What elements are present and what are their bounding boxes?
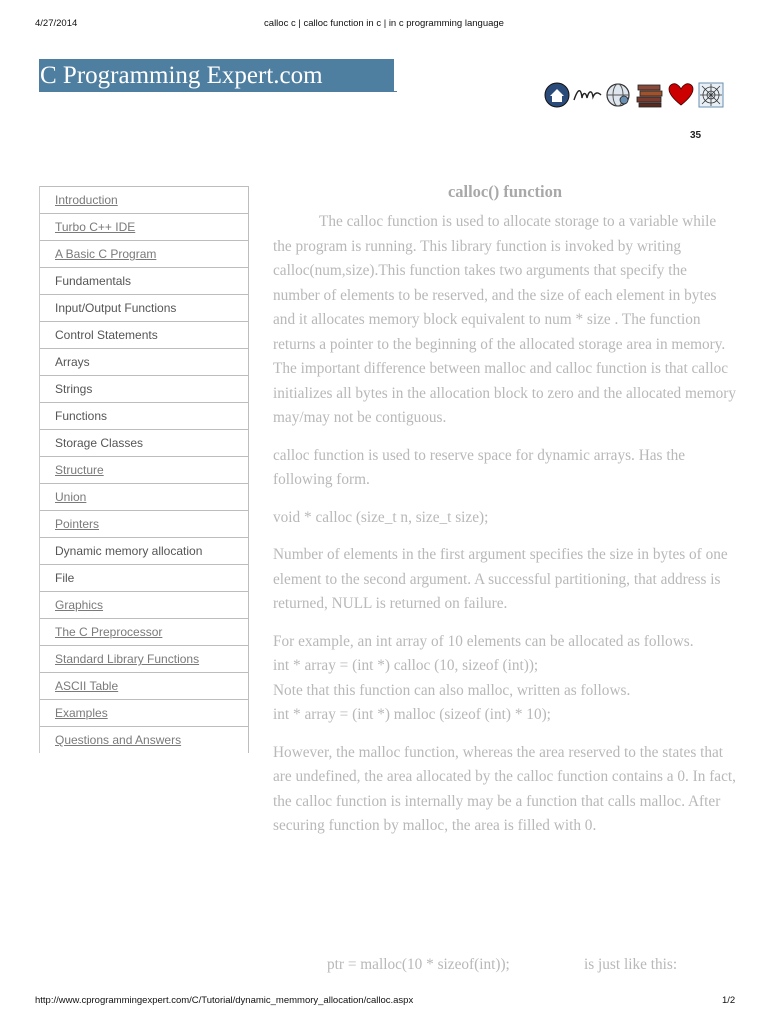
print-title: calloc c | calloc function in c | in c programming language xyxy=(264,18,504,29)
sidebar-item-functions[interactable]: Functions xyxy=(40,402,249,429)
logo-underline xyxy=(394,91,397,92)
article-content xyxy=(273,180,737,852)
code-line: int * array = (int *) malloc (sizeof (int) * 10); xyxy=(273,706,551,723)
sidebar-item-ascii-table[interactable]: ASCII Table xyxy=(40,672,249,699)
comparison-text: is just like this: xyxy=(584,956,678,973)
sidebar-item-graphics[interactable]: Graphics xyxy=(40,591,249,618)
author-signature-icon[interactable] xyxy=(572,82,604,108)
sidebar-item-arrays[interactable]: Arrays xyxy=(40,348,249,375)
page-number: 1/2 xyxy=(722,995,736,1006)
home-icon[interactable] xyxy=(544,82,570,108)
code-line: ptr = malloc(10 * sizeof(int)); xyxy=(327,956,510,973)
sidebar-item-pointers[interactable]: Pointers xyxy=(40,510,249,537)
sidebar-nav xyxy=(39,186,249,753)
sidebar-item-questions-answers[interactable]: Questions and Answers xyxy=(40,726,249,753)
sidebar-item-structure[interactable]: Structure xyxy=(40,456,249,483)
print-header xyxy=(0,18,768,32)
globe-icon[interactable] xyxy=(605,82,631,108)
sidebar-item-preprocessor[interactable]: The C Preprocessor xyxy=(40,618,249,645)
sidebar-item-introduction[interactable]: Introduction xyxy=(40,186,249,213)
sidebar-item-storage-classes[interactable]: Storage Classes xyxy=(40,429,249,456)
code-signature: void * calloc (size_t n, size_t size); xyxy=(273,508,489,526)
counter: 35 xyxy=(690,130,702,141)
site-logo[interactable]: C Programming Expert.com xyxy=(39,59,394,92)
web-icon[interactable] xyxy=(698,82,724,108)
sidebar-item-fundamentals[interactable]: Fundamentals xyxy=(40,267,249,294)
article-heading: calloc() function xyxy=(447,182,563,201)
example-line: For example, an int array of 10 elements can be allocated as follows. xyxy=(273,632,694,650)
sidebar-item-examples[interactable]: Examples xyxy=(40,699,249,726)
sidebar-item-io-functions[interactable]: Input/Output Functions xyxy=(40,294,249,321)
sidebar-item-turbo-ide[interactable]: Turbo C++ IDE xyxy=(40,213,249,240)
code-line: int * array = (int *) calloc (10, sizeof (int)); xyxy=(273,657,539,674)
article-paragraph: calloc function is used to reserve space for dynamic arrays. Has the following form. xyxy=(273,446,686,488)
sidebar-item-control-statements[interactable]: Control Statements xyxy=(40,321,249,348)
sidebar-item-strings[interactable]: Strings xyxy=(40,375,249,402)
heart-icon[interactable] xyxy=(668,82,694,108)
sidebar-item-union[interactable]: Union xyxy=(40,483,249,510)
sidebar-item-std-library[interactable]: Standard Library Functions xyxy=(40,645,249,672)
article-paragraph: Number of elements in the first argument specifies the size in bytes of one element to the second argument. A successful partitioning, that address is returned, NULL is returned on failure. xyxy=(273,546,728,612)
sidebar-item-basic-program[interactable]: A Basic C Program xyxy=(40,240,249,267)
sidebar-item-dynamic-memory[interactable]: Dynamic memory allocation xyxy=(40,537,249,564)
books-icon[interactable] xyxy=(635,82,665,108)
print-date: 4/27/2014 xyxy=(35,18,78,29)
article-paragraph: However, the malloc function, whereas the area reserved to the states that are undefined, the area allocated by the calloc function contains a 0. In fact, the calloc function is internally may be a function that calls malloc. After securing function by malloc, the area is filled with 0. xyxy=(273,743,736,834)
example-line: Note that this function can also malloc, written as follows. xyxy=(273,681,631,699)
sidebar-item-file[interactable]: File xyxy=(40,564,249,591)
article-paragraph: The calloc function is used to allocate storage to a variable while the program is running. This library function is invoked by writing calloc(num,size).This function takes two arguments that specify the number of elements to be reserved, and the size of each element in bytes and it allocates memory block equivalent to num * size . The function returns a pointer to the beginning of the allocated storage area in memory. The important difference between malloc and calloc function is that calloc initializes all bytes in the allocation block to zero and the allocated memory may/may not be contiguous. xyxy=(273,213,736,426)
page-url: http://www.cprogrammingexpert.com/C/Tutorial/dynamic_memmory_allocation/calloc.aspx xyxy=(35,995,414,1006)
example-block xyxy=(273,630,737,728)
